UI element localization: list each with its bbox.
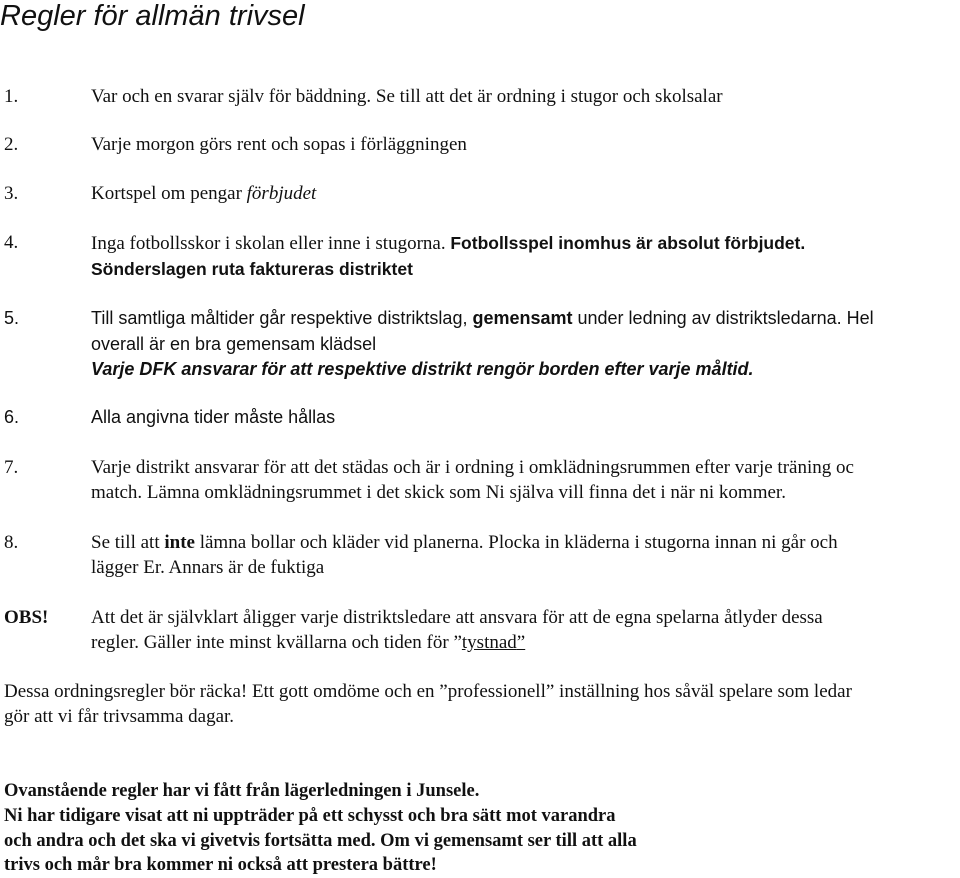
rule-text: Varje distrikt ansvarar för att det städas och är i ordning i omklädningsrummen efter varje träning oc	[91, 457, 854, 478]
obs-text-underlined: tystnad	[461, 632, 517, 653]
rule-text: Var och en svarar själv för bäddning. Se till att det är ordning i stugor och skolsalar	[91, 86, 723, 107]
obs-text-part: regler. Gäller inte minst kvällarna och tiden för ”	[91, 632, 462, 653]
rule-number: 4.	[4, 232, 19, 253]
note-line-2: Ni har tidigare visat att ni uppträder på ett schysst och bra sätt mot varandra	[4, 806, 616, 826]
rule-text-emphasis: Sönderslagen ruta faktureras distriktet	[91, 259, 413, 279]
obs-text: Att det är självklart åligger varje distriktsledare att ansvara för att de egna spelarna åtlyder dessa	[91, 607, 823, 628]
rule-text: match. Lämna omklädningsrummet i det skick som Ni själva vill finna det i när ni kommer.	[91, 482, 786, 503]
rule-text-part: Se till att	[91, 532, 165, 553]
rule-text-part: Kortspel om pengar	[91, 183, 247, 204]
rule-text	[91, 531, 838, 555]
rule-number: 3.	[4, 183, 19, 204]
rule-number: 6.	[4, 407, 20, 427]
rule-text	[91, 306, 874, 330]
rule-text	[91, 182, 316, 206]
rule-text-part: Till samtliga måltider går respektive distriktslag,	[91, 308, 473, 328]
rule-text-part: lämna bollar och kläder vid planerna. Plocka in kläderna i stugorna innan ni går och	[194, 532, 838, 553]
rule-text	[91, 231, 805, 256]
rule-number: 1.	[4, 86, 19, 107]
rule-text-emphasis: Varje DFK ansvarar för att respektive distrikt rengör borden efter varje måltid.	[91, 359, 754, 379]
document-title: Regler för allmän trivsel	[0, 0, 305, 32]
obs-label: OBS!	[4, 607, 49, 628]
rule-text: Varje morgon görs rent och sopas i förläggningen	[91, 134, 467, 155]
rule-text-part: under ledning av distriktsledarna. Hel	[572, 308, 874, 328]
rule-number: 7.	[4, 457, 19, 478]
obs-text-quote: ”	[516, 632, 526, 653]
rule-text-emphasis: inte	[164, 532, 195, 553]
rule-number: 8.	[4, 532, 19, 553]
rule-text: Alla angivna tider måste hållas	[91, 407, 336, 427]
closing-line-1: Dessa ordningsregler bör räcka! Ett gott omdöme och en ”professionell” inställning hos såväl spelare som ledar	[4, 681, 852, 702]
closing-line-2: gör att vi får trivsamma dagar.	[4, 706, 235, 727]
obs-text	[91, 631, 525, 655]
rule-text: overall är en bra gemensam klädsel	[91, 334, 377, 354]
note-line-1: Ovanstående regler har vi fått från lägerledningen i Junsele.	[4, 781, 480, 801]
rule-7	[0, 456, 960, 482]
rule-text-emphasis: gemensamt	[472, 308, 573, 328]
note-line-4: trivs och mår bra kommer ni också att prestera bättre!	[4, 855, 437, 875]
rule-number: 2.	[4, 134, 19, 155]
rule-text: lägger Er. Annars är de fuktiga	[91, 557, 325, 578]
rule-text-part: Inga fotbollsskor i skolan eller inne i stugorna.	[91, 233, 451, 254]
rule-text-emphasis: förbjudet	[246, 183, 317, 204]
note-line-3: och andra och det ska vi givetvis fortsätta med. Om vi gemensamt ser till att alla	[4, 831, 637, 851]
rule-text-emphasis: Fotbollsspel inomhus är absolut förbjudet.	[450, 233, 806, 253]
rule-number: 5.	[4, 308, 20, 328]
